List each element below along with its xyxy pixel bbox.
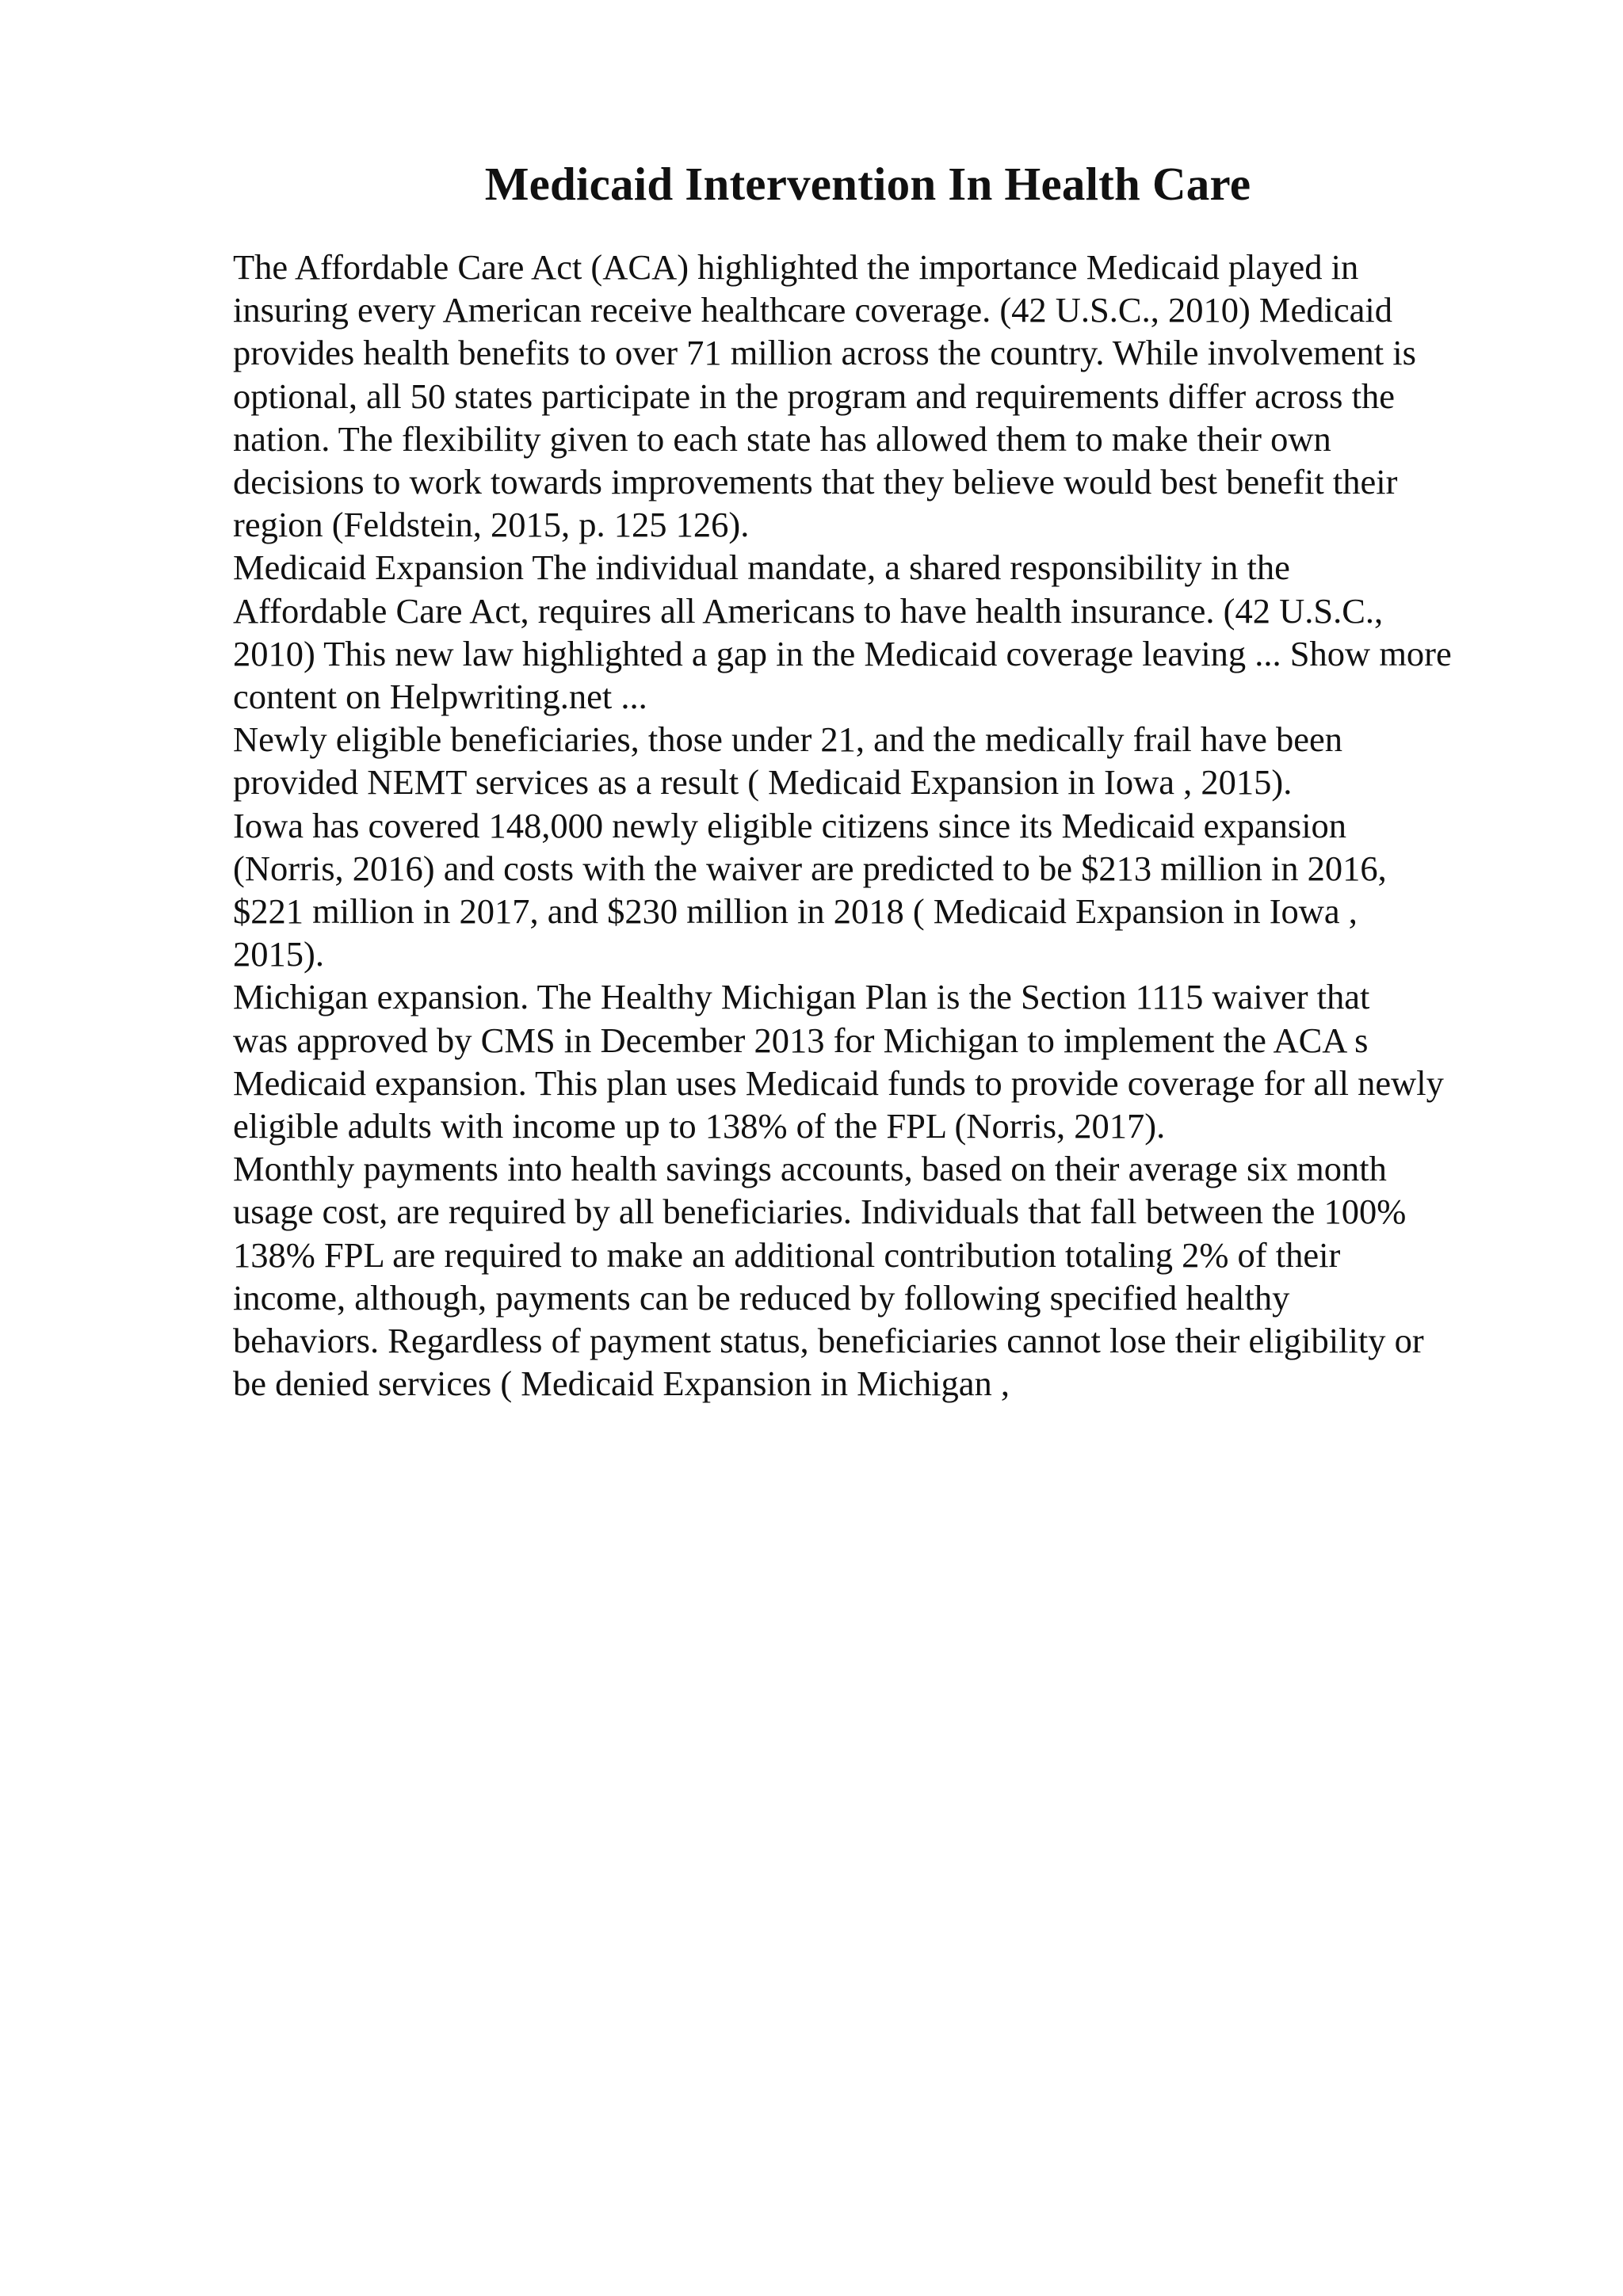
text-line: Newly eligible beneficiaries, those under 21, and the medically frail have been [233, 719, 1342, 760]
text-line: provides health benefits to over 71 million across the country. While involvement is [233, 333, 1416, 373]
text-line: usage cost, are required by all beneficiaries. Individuals that fall between the 100% [233, 1192, 1407, 1232]
text-line: Monthly payments into health savings accounts, based on their average six month [233, 1149, 1387, 1189]
text-line: be denied services ( Medicaid Expansion in Michigan , [233, 1363, 1010, 1404]
text-line: Affordable Care Act, requires all Americans to have health insurance. (42 U.S.C., [233, 590, 1384, 631]
text-line: insuring every American receive healthcare coverage. (42 U.S.C., 2010) Medicaid [233, 290, 1392, 330]
text-line: Iowa has covered 148,000 newly eligible citizens since its Medicaid expansion [233, 805, 1347, 845]
text-line: $221 million in 2017, and $230 million in 2018 ( Medicaid Expansion in Iowa , [233, 891, 1358, 932]
document-title: Medicaid Intervention In Health Care [484, 158, 1251, 210]
text-line: eligible adults with income up to 138% of the FPL (Norris, 2017). [233, 1106, 1166, 1146]
text-line: nation. The flexibility given to each state has allowed them to make their own [233, 418, 1331, 459]
text-line: provided NEMT services as a result ( Medicaid Expansion in Iowa , 2015). [233, 762, 1293, 803]
text-line: behaviors. Regardless of payment status, beneficiaries cannot lose their eligibility or [233, 1321, 1424, 1361]
text-line: content on Helpwriting.net ... [233, 677, 647, 717]
text-line: region (Feldstein, 2015, p. 125 126). [233, 505, 750, 545]
text-line: was approved by CMS in December 2013 for Michigan to implement the ACA s [233, 1020, 1369, 1060]
text-line: 138% FPL are required to make an additional contribution totaling 2% of their [233, 1234, 1341, 1275]
text-line: income, although, payments can be reduced by following specified healthy [233, 1277, 1290, 1318]
text-line: Medicaid expansion. This plan uses Medicaid funds to provide coverage for all newly [233, 1062, 1444, 1103]
text-line: 2010) This new law highlighted a gap in the Medicaid coverage leaving ... Show more [233, 633, 1452, 673]
text-line: 2015). [233, 934, 324, 974]
text-line: The Affordable Care Act (ACA) highlighted the importance Medicaid played in [233, 247, 1359, 287]
text-line: decisions to work towards improvements that they believe would best benefit their [233, 462, 1398, 502]
text-line: optional, all 50 states participate in the program and requirements differ across the [233, 376, 1395, 416]
text-line: Michigan expansion. The Healthy Michigan Plan is the Section 1115 waiver that [233, 977, 1370, 1017]
text-line: Medicaid Expansion The individual mandate, a shared responsibility in the [233, 547, 1290, 588]
text-line: (Norris, 2016) and costs with the waiver are predicted to be $213 million in 2016, [233, 848, 1387, 888]
document-body [233, 246, 1533, 1405]
